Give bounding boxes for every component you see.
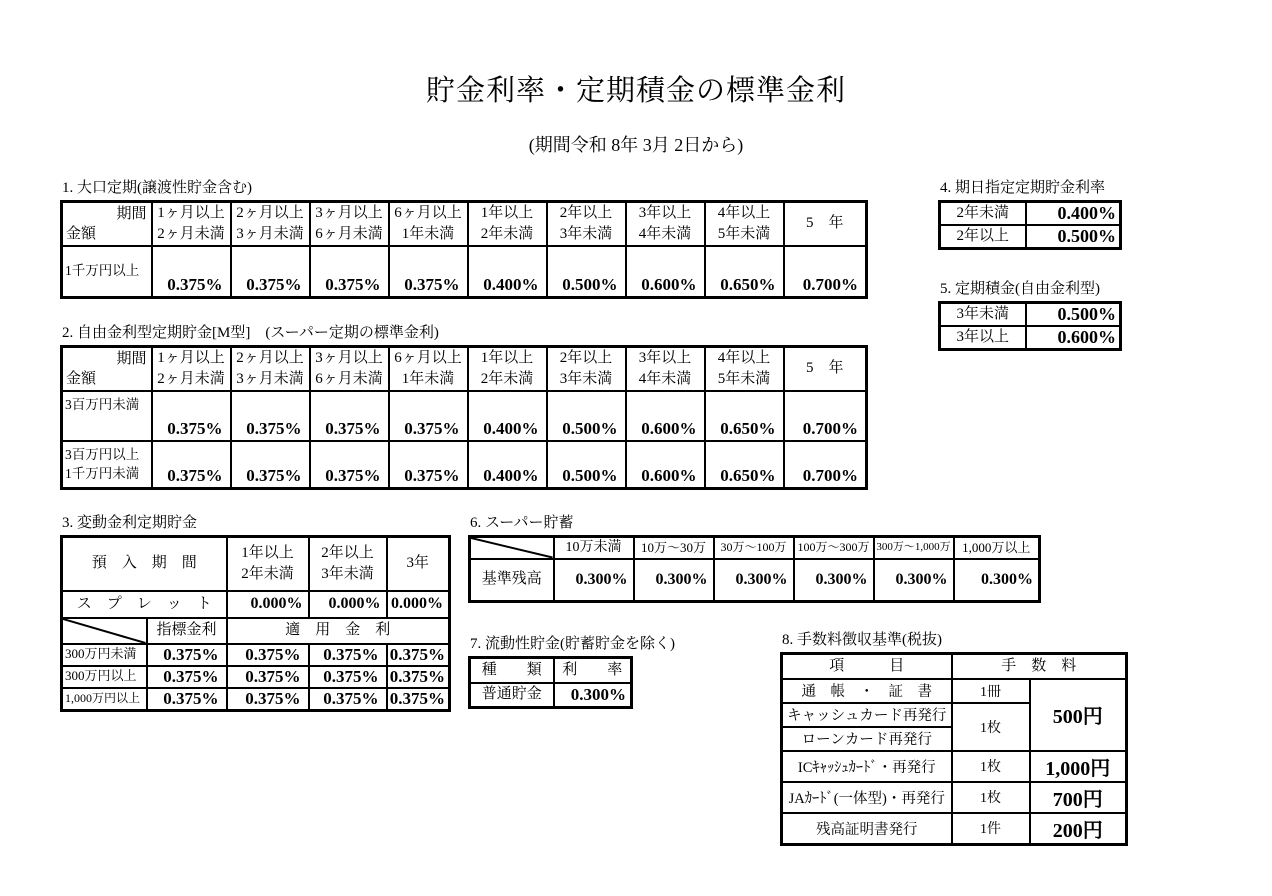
header-line: 2ヶ月以上 <box>236 350 304 367</box>
super-savings-table <box>468 535 1041 603</box>
header-line: 5 年 <box>805 215 844 232</box>
rate-cell: 0.700% <box>784 441 867 489</box>
rate-cell: 0.300% <box>714 559 794 602</box>
row-label: 300万円以上 <box>62 666 147 688</box>
table-row <box>782 679 1127 703</box>
balance-band-header: 10万未満 <box>554 537 634 559</box>
index-rate-header: 指標金利 <box>147 618 227 644</box>
header-line: 3ヶ月以上 <box>315 350 383 367</box>
fee-amount: 500円 <box>1030 679 1127 751</box>
header-cell <box>705 202 784 246</box>
rate-cell: 0.375% <box>309 644 387 666</box>
rate-cell: 0.300% <box>554 683 632 708</box>
table-row <box>62 246 867 298</box>
corner-period-label: 期間 <box>116 350 147 367</box>
section-heading: 6. スーパー貯蓄 <box>470 515 574 531</box>
header-line: 2年未満 <box>480 370 534 387</box>
subheader-row <box>62 618 450 644</box>
header-line: 3年以上 <box>638 205 692 222</box>
table-row <box>470 559 1040 602</box>
rate-cell: 0.375% <box>231 246 310 298</box>
rate-cell: 0.400% <box>468 246 547 298</box>
rate-header: 利 率 <box>554 658 632 683</box>
rate-cell: 0.300% <box>794 559 874 602</box>
spread-value: 0.000% <box>309 591 387 618</box>
rate-cell: 0.375% <box>389 441 468 489</box>
rate-cell: 0.500% <box>1026 303 1121 327</box>
rate-cell: 0.375% <box>387 666 450 688</box>
table-row <box>940 202 1121 226</box>
deposit-period-header: 預 入 期 間 <box>62 537 227 591</box>
section-maturity-designated-deposit <box>938 176 1122 250</box>
balance-band-header: 30万～100万 <box>714 537 794 559</box>
index-rate-cell: 0.375% <box>147 666 227 688</box>
header-line: 1ヶ月以上 <box>157 350 225 367</box>
rate-cell: 0.300% <box>554 559 634 602</box>
header-line: 4年以上 <box>717 350 771 367</box>
rate-cell: 0.375% <box>231 391 310 441</box>
header-cell <box>387 537 450 591</box>
rate-cell: 0.500% <box>547 246 626 298</box>
table-row <box>940 303 1121 327</box>
section-heading: 2. 自由金利型定期貯金[M型] (スーパー定期の標準金利) <box>62 325 439 341</box>
diagonal-cell <box>470 537 554 559</box>
header-line: 1年以上 <box>480 350 534 367</box>
spread-row <box>62 591 450 618</box>
section-heading: 7. 流動性貯金(貯蓄貯金を除く) <box>470 636 675 652</box>
applied-rate-header: 適 用 金 利 <box>227 618 450 644</box>
section-free-rate-time-deposit <box>60 321 868 490</box>
item-header: 項 目 <box>782 654 952 679</box>
header-cell <box>310 347 389 391</box>
header-row <box>62 537 450 591</box>
row-label: 普通貯金 <box>470 683 554 708</box>
header-cell <box>152 202 231 246</box>
variable-rate-table <box>60 535 451 712</box>
header-line: 3年未満 <box>321 565 374 582</box>
fee-unit: 1冊 <box>952 679 1030 703</box>
row-label: 1,000万円以上 <box>62 688 147 711</box>
header-line: 4年未満 <box>638 225 692 242</box>
fee-amount: 200円 <box>1030 813 1127 845</box>
term-label: 3年以上 <box>940 326 1026 350</box>
header-line: 5 年 <box>805 360 844 377</box>
header-line: 2年以上 <box>559 350 613 367</box>
header-cell <box>389 202 468 246</box>
table-row <box>782 813 1127 845</box>
fee-unit: 1件 <box>952 813 1030 845</box>
row-label-line: 1千万円未満 <box>65 466 140 482</box>
rate-cell: 0.500% <box>1026 225 1121 249</box>
section-liquid-deposit <box>468 632 675 709</box>
index-rate-cell: 0.375% <box>147 644 227 666</box>
fee-item: キャッシュカード再発行 <box>782 703 952 727</box>
installment-savings-table <box>938 301 1122 351</box>
header-cell <box>309 537 387 591</box>
rate-cell: 0.400% <box>468 441 547 489</box>
table-row <box>62 441 867 489</box>
row-label: 1千万円以上 <box>62 246 152 298</box>
rate-cell: 0.600% <box>1026 326 1121 350</box>
table-row <box>782 751 1127 782</box>
table-row <box>62 391 867 441</box>
rate-cell: 0.375% <box>231 441 310 489</box>
fee-schedule-table <box>780 652 1128 846</box>
balance-band-header: 1,000万以上 <box>954 537 1040 559</box>
header-row <box>470 537 1040 559</box>
table-row <box>940 326 1121 350</box>
table-row <box>782 782 1127 813</box>
header-line: 1年以上 <box>480 205 534 222</box>
rate-cell: 0.650% <box>705 391 784 441</box>
header-cell <box>310 202 389 246</box>
rate-cell: 0.375% <box>389 391 468 441</box>
row-label: 基準残高 <box>470 559 554 602</box>
corner-amount-label: 金額 <box>66 225 97 242</box>
header-cell <box>547 202 626 246</box>
fee-amount: 1,000円 <box>1030 751 1127 782</box>
rate-cell: 0.375% <box>309 666 387 688</box>
header-line: 2年未満 <box>241 565 294 582</box>
header-line: 6ヶ月以上 <box>394 205 462 222</box>
balance-band-header: 10万～30万 <box>634 537 714 559</box>
row-label <box>62 441 152 489</box>
term-label: 2年以上 <box>940 225 1026 249</box>
fee-item: JAｶｰﾄﾞ(一体型)・再発行 <box>782 782 952 813</box>
header-row <box>470 658 632 683</box>
rate-cell: 0.300% <box>634 559 714 602</box>
fee-item: ローンカード再発行 <box>782 727 952 751</box>
header-row <box>62 202 867 246</box>
rate-cell: 0.375% <box>310 246 389 298</box>
effective-date: (期間令和 8年 3月 2日から) <box>528 135 744 155</box>
section-large-time-deposit <box>60 176 868 299</box>
header-cell <box>784 347 867 391</box>
term-label: 3年未満 <box>940 303 1026 327</box>
fee-unit: 1枚 <box>952 782 1030 813</box>
section-heading: 4. 期日指定定期貯金利率 <box>940 180 1106 196</box>
header-line: 2ヶ月未満 <box>157 370 225 387</box>
corner-cell <box>62 347 152 391</box>
fee-item: 残高証明書発行 <box>782 813 952 845</box>
rate-cell: 0.700% <box>784 391 867 441</box>
rate-cell: 0.600% <box>626 441 705 489</box>
large-time-deposit-table <box>60 200 868 299</box>
header-line: 2年以上 <box>321 545 374 562</box>
header-line: 3ヶ月未満 <box>236 225 304 242</box>
table-row <box>62 688 450 711</box>
header-line: 1年以上 <box>241 545 294 562</box>
header-line: 3年 <box>406 555 429 572</box>
rate-cell: 0.375% <box>389 246 468 298</box>
fee-unit: 1枚 <box>952 703 1030 751</box>
rate-cell: 0.400% <box>468 391 547 441</box>
header-line: 2年以上 <box>559 205 613 222</box>
rate-cell: 0.600% <box>626 246 705 298</box>
row-label-line: 3百万円未満 <box>65 396 140 412</box>
rate-cell: 0.500% <box>547 441 626 489</box>
table-row <box>940 225 1121 249</box>
rate-cell: 0.375% <box>387 644 450 666</box>
term-label: 2年未満 <box>940 202 1026 226</box>
fee-header: 手 数 料 <box>952 654 1127 679</box>
header-line: 3年以上 <box>638 350 692 367</box>
header-line: 2ヶ月未満 <box>157 225 225 242</box>
corner-amount-label: 金額 <box>66 370 97 387</box>
section-heading: 8. 手数料徴収基準(税抜) <box>782 632 942 648</box>
rate-cell: 0.300% <box>954 559 1040 602</box>
rate-cell: 0.500% <box>547 391 626 441</box>
diagonal-line <box>471 538 553 558</box>
rate-cell: 0.375% <box>310 391 389 441</box>
header-line: 3年未満 <box>559 225 613 242</box>
header-line: 1ヶ月以上 <box>157 205 225 222</box>
table-row <box>62 666 450 688</box>
header-cell <box>389 347 468 391</box>
row-label <box>62 391 152 441</box>
balance-band-header: 300万～1,000万 <box>874 537 954 559</box>
spread-value: 0.000% <box>387 591 450 618</box>
table-row <box>62 644 450 666</box>
header-line: 3ヶ月以上 <box>315 205 383 222</box>
header-cell <box>231 202 310 246</box>
section-heading: 3. 変動金利定期貯金 <box>62 515 198 531</box>
table-row <box>470 683 632 708</box>
fee-item: 通 帳 ・ 証 書 <box>782 679 952 703</box>
header-line: 2年未満 <box>480 225 534 242</box>
corner-cell <box>62 202 152 246</box>
section-heading: 1. 大口定期(譲渡性貯金含む) <box>62 180 252 196</box>
header-line: 1年未満 <box>401 370 455 387</box>
rate-cell: 0.375% <box>227 666 309 688</box>
rate-cell: 0.650% <box>705 441 784 489</box>
header-cell <box>227 537 309 591</box>
header-line: 5年未満 <box>717 225 771 242</box>
rate-cell: 0.375% <box>152 391 231 441</box>
header-cell <box>468 202 547 246</box>
page-title: 貯金利率・定期積金の標準金利 <box>425 75 846 107</box>
rate-cell: 0.375% <box>227 688 309 711</box>
rate-cell: 0.375% <box>310 441 389 489</box>
index-rate-cell: 0.375% <box>147 688 227 711</box>
header-line: 1年未満 <box>401 225 455 242</box>
header-cell <box>547 347 626 391</box>
rate-cell: 0.600% <box>626 391 705 441</box>
type-header: 種 類 <box>470 658 554 683</box>
header-cell <box>152 347 231 391</box>
header-line: 5年未満 <box>717 370 771 387</box>
header-cell <box>784 202 867 246</box>
section-super-savings <box>468 511 1041 603</box>
header-line: 2ヶ月以上 <box>236 205 304 222</box>
header-cell <box>231 347 310 391</box>
rate-cell: 0.375% <box>152 441 231 489</box>
rate-cell: 0.300% <box>874 559 954 602</box>
header-cell <box>626 347 705 391</box>
header-line: 3ヶ月未満 <box>236 370 304 387</box>
section-fee-schedule <box>780 628 1128 846</box>
header-row <box>782 654 1127 679</box>
header-line: 4年未満 <box>638 370 692 387</box>
header-line: 3年未満 <box>559 370 613 387</box>
fee-unit: 1枚 <box>952 751 1030 782</box>
rate-cell: 0.375% <box>387 688 450 711</box>
row-label: 300万円未満 <box>62 644 147 666</box>
header-line: 6ヶ月未満 <box>315 370 383 387</box>
fee-amount: 700円 <box>1030 782 1127 813</box>
header-line: 6ヶ月以上 <box>394 350 462 367</box>
rate-cell: 0.375% <box>309 688 387 711</box>
rate-cell: 0.375% <box>152 246 231 298</box>
header-cell <box>705 347 784 391</box>
section-variable-rate-time-deposit <box>60 511 451 712</box>
header-row <box>62 347 867 391</box>
diagonal-line <box>63 619 146 643</box>
section-installment-savings <box>938 277 1122 351</box>
corner-period-label: 期間 <box>116 205 147 222</box>
diagonal-cell <box>62 618 147 644</box>
rate-cell: 0.375% <box>227 644 309 666</box>
maturity-designated-table <box>938 200 1122 250</box>
header-line: 4年以上 <box>717 205 771 222</box>
header-line: 6ヶ月未満 <box>315 225 383 242</box>
balance-band-header: 100万～300万 <box>794 537 874 559</box>
header-cell <box>626 202 705 246</box>
rate-cell: 0.400% <box>1026 202 1121 226</box>
rate-cell: 0.700% <box>784 246 867 298</box>
liquid-deposit-table <box>468 656 633 709</box>
fee-item: ICｷｬｯｼｭｶｰﾄﾞ・再発行 <box>782 751 952 782</box>
row-label-line: 3百万円以上 <box>65 446 140 462</box>
spread-value: 0.000% <box>227 591 309 618</box>
rate-cell: 0.650% <box>705 246 784 298</box>
free-rate-time-deposit-table <box>60 345 868 490</box>
header-cell <box>468 347 547 391</box>
section-heading: 5. 定期積金(自由金利型) <box>940 281 1100 297</box>
spread-label: ス プ レ ッ ト <box>62 591 227 618</box>
